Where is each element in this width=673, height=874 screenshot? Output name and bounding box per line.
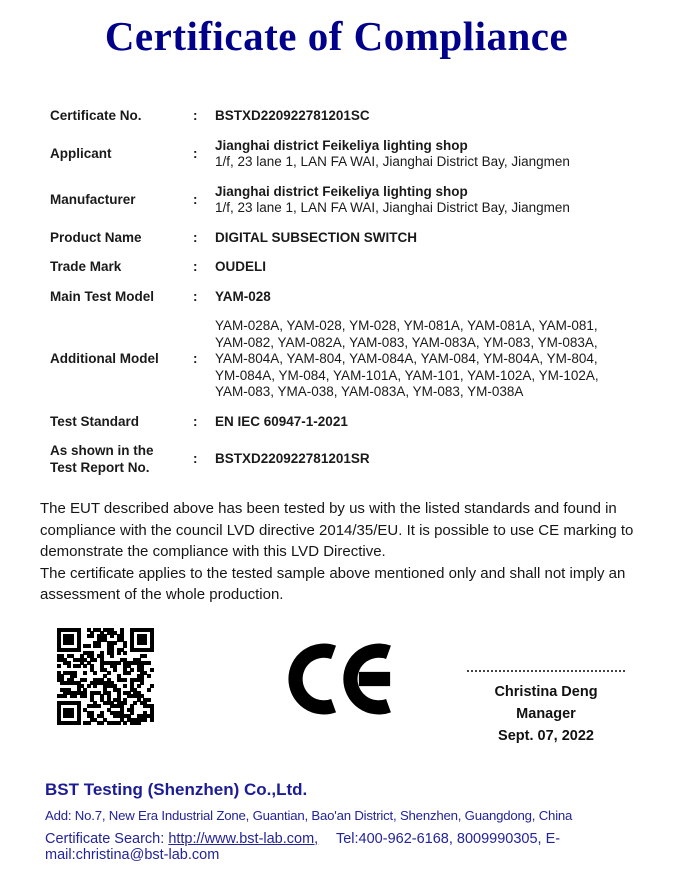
applicant-name: Jianghai district Feikeliya lighting shop bbox=[215, 137, 468, 153]
model-list-line: YAM-083, YMA-038, YAM-083A, YM-083, YM-038A bbox=[215, 384, 524, 399]
issuer-footer bbox=[45, 780, 653, 863]
stamp-band bbox=[0, 626, 673, 748]
model-list-line: YAM-082, YAM-082A, YAM-083, YAM-083A, YM-083, YM-083A, bbox=[215, 334, 598, 350]
manufacturer-address: 1/f, 23 lane 1, LAN FA WAI, Jianghai District Bay, Jiangmen bbox=[215, 200, 570, 215]
statement-paragraph-1: The EUT described above has been tested by us with the listed standards and found in compliance with the council LVD directive 2014/35/EU. It is possible to use CE marking to demonstrate the compliance with this LVD Directive. bbox=[40, 500, 634, 560]
certificate-fields bbox=[50, 108, 631, 476]
issuer-company-name: BST Testing (Shenzhen) Co.,Ltd. bbox=[45, 779, 308, 799]
field-label: Applicant bbox=[50, 145, 112, 161]
signature-block bbox=[467, 670, 625, 747]
signature-dotted-line bbox=[467, 670, 625, 672]
certificate-search-label: Certificate Search: bbox=[45, 830, 165, 847]
field-row-product-name bbox=[50, 230, 631, 247]
field-label: Test Standard bbox=[50, 413, 140, 429]
field-label: As shown in the Test Report No. bbox=[50, 443, 154, 475]
statement-paragraph-2: The certificate applies to the tested sample above mentioned only and shall not imply an assessment of the whole production. bbox=[40, 564, 626, 603]
field-colon: : bbox=[193, 288, 198, 304]
issuer-address: Add: No.7, New Era Industrial Zone, Guantian, Bao'an District, Shenzhen, Guangdong, China bbox=[45, 807, 573, 823]
test-report-number-value: BSTXD220922781201SR bbox=[215, 451, 370, 467]
signer-role: Manager bbox=[516, 705, 576, 722]
field-colon: : bbox=[193, 108, 198, 123]
applicant-value bbox=[215, 138, 631, 171]
field-label: Additional Model bbox=[50, 351, 159, 366]
field-label: Manufacturer bbox=[50, 191, 136, 207]
manufacturer-name: Jianghai district Feikeliya lighting shop bbox=[215, 183, 468, 199]
field-row-test-report-no bbox=[50, 443, 631, 476]
field-colon: : bbox=[193, 413, 198, 429]
product-name-value: DIGITAL SUBSECTION SWITCH bbox=[215, 229, 417, 245]
field-colon: : bbox=[193, 145, 198, 161]
field-colon: : bbox=[193, 191, 198, 207]
contact-info: Tel:400-962-6168, 8009990305, E-mail:christina@bst-lab.com bbox=[45, 830, 561, 863]
main-test-model-value: YAM-028 bbox=[215, 288, 271, 304]
field-label: Certificate No. bbox=[50, 108, 142, 123]
field-colon: : bbox=[193, 451, 198, 467]
certificate-page bbox=[0, 12, 673, 874]
applicant-address: 1/f, 23 lane 1, LAN FA WAI, Jianghai District Bay, Jiangmen bbox=[215, 154, 570, 169]
field-label: Product Name bbox=[50, 229, 142, 245]
model-list-line: YAM-804A, YAM-804, YAM-084A, YAM-084, YM-804A, YM-804, bbox=[215, 351, 598, 366]
field-colon: : bbox=[193, 351, 198, 366]
page-title: Certificate of Compliance bbox=[104, 13, 569, 59]
field-row-manufacturer bbox=[50, 184, 631, 217]
signer-name: Christina Deng bbox=[494, 683, 598, 700]
additional-model-value bbox=[215, 318, 631, 401]
field-row-trade-mark bbox=[50, 259, 631, 276]
compliance-statement bbox=[40, 498, 638, 606]
ce-mark-icon bbox=[286, 641, 392, 717]
qr-code-image bbox=[57, 628, 154, 725]
field-label: Trade Mark bbox=[50, 259, 122, 274]
certificate-search-link[interactable]: http://www.bst-lab.com, bbox=[168, 830, 319, 847]
field-row-test-standard bbox=[50, 414, 631, 431]
test-standard-value: EN IEC 60947-1-2021 bbox=[215, 413, 348, 429]
field-row-additional-model bbox=[50, 318, 631, 401]
model-list-line: YAM-028A, YAM-028, YM-028, YM-081A, YAM-081A, YAM-081, bbox=[215, 318, 598, 333]
trade-mark-value: OUDELI bbox=[215, 259, 267, 274]
field-row-certificate-no bbox=[50, 108, 631, 125]
field-colon: : bbox=[193, 259, 198, 274]
model-list-line: YM-084A, YM-084, YAM-101A, YAM-101, YAM-102A, YM-102A, bbox=[215, 367, 599, 383]
certificate-number-value: BSTXD220922781201SC bbox=[215, 108, 370, 123]
field-label: Main Test Model bbox=[50, 288, 155, 304]
signature-date: Sept. 07, 2022 bbox=[498, 727, 594, 744]
field-row-applicant bbox=[50, 138, 631, 171]
certificate-search-line bbox=[45, 831, 653, 863]
field-colon: : bbox=[193, 229, 198, 245]
manufacturer-value bbox=[215, 184, 631, 217]
field-row-main-test-model bbox=[50, 289, 631, 306]
